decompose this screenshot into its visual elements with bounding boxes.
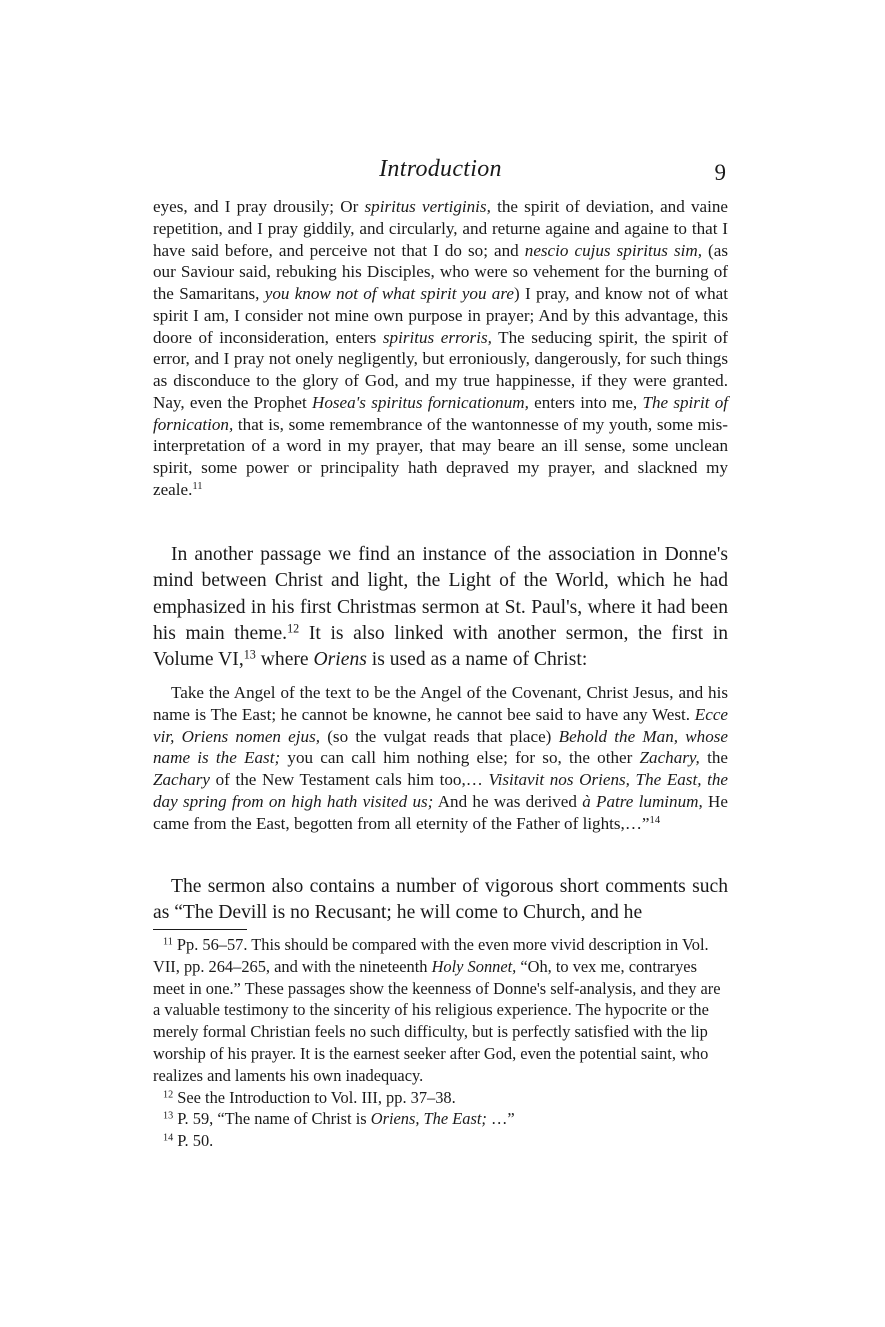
footnotes [153, 934, 728, 1152]
running-title: Introduction [379, 156, 502, 182]
italic-text: spiritus erroris, [382, 327, 492, 347]
italic-text: à Patre luminum, [582, 791, 703, 811]
page-number: 9 [714, 160, 726, 185]
italic-text: Zachary [153, 770, 210, 789]
footnote-reference: 14 [649, 814, 661, 826]
italic-text: Behold the Man, whose name is the East; [153, 726, 728, 768]
italic-text: Holy Sonnet, [431, 956, 517, 976]
footnote-13 [153, 1108, 728, 1130]
text-run: (as our Saviour said, rebuking his Disciples, who were so vehement for the burning of the Samaritans, [153, 240, 728, 303]
text-run: is used as a name of Christ: [366, 649, 588, 671]
text-run: It is also linked with another sermon, the first in Volume VI, [153, 622, 728, 671]
footnote-11 [153, 934, 728, 1087]
italic-text: Visitavit nos Oriens, The East, the day spring from on high hath visited us; [153, 770, 728, 811]
text-run: the spirit of deviation, and vaine repetition, and I pray giddily, and circularly, and returne againe and againe to that I have said before, and perceive not that I do so; and [153, 197, 728, 260]
text-run: enters into me, [528, 392, 643, 412]
italic-text: nescio cujus spiritus sim, [524, 240, 702, 260]
text-run: P. 59, “The name of Christ is [173, 1109, 371, 1129]
footnote-reference: 14 [163, 1132, 174, 1144]
footnote-reference: 11 [163, 936, 173, 948]
block-quote-prayer [153, 196, 728, 501]
body-paragraph-christ-and-light [153, 542, 728, 673]
body-paragraph-sermon-comments [153, 874, 728, 927]
footnote-12 [153, 1087, 728, 1109]
text-run: Take the Angel of the text to be the Angel of the Covenant, Christ Jesus, and his name is The East; he cannot be knowne, he cannot bee said to have any West. [153, 683, 728, 724]
footnote-reference: 13 [163, 1110, 174, 1122]
text-run: you can call him nothing else; for so, the other [280, 748, 640, 768]
block-quote-oriens [153, 682, 728, 834]
text-run: the [699, 748, 728, 768]
text-run: In another passage we find an instance of the association in Donne's mind between Christ and light, the Light of the World, which he had emphasized in his first Christmas sermon at St. Paul's, where it had been his main theme. [153, 544, 728, 644]
text-run: of the New Testament cals him too,… [209, 770, 489, 789]
text-run: And he was derived [433, 791, 583, 811]
footnote-reference: 12 [287, 621, 300, 636]
italic-text: Zachary, [639, 748, 700, 768]
italic-text: Ecce vir, Oriens nomen ejus, [153, 704, 728, 746]
text-run: ) I pray, and know not of what spirit I am, I consider not mine own purpose in prayer; And by this advantage, this doore of inconsideration, enters [153, 284, 728, 347]
text-run: “Oh, to vex me, contraryes meet in one.” These passages show the keenness of Donne's self-analysis, and they are a valuable testimony to the sincerity of his religious experience. The hypocrite or the merely formal Christian feels no such difficulty, but is perfectly satisfied with the lip worship of his prayer. It is the earnest seeker after God, even the potential saint, who realizes and laments his own inadequacy. [153, 956, 721, 1085]
italic-text: Hosea's spiritus fornicationum, [311, 392, 529, 412]
italic-text: The spirit of fornication, [153, 392, 728, 434]
text-run: The sermon also contains a number of vigorous short comments such as “The Devill is no Recusant; he will come to Church, and he [153, 876, 728, 924]
text-run: The seducing spirit, the spirit of error, and I pray not onely negligently, but erroniously, dangerously, for such things as disconduce to the glory of God, and my true happinesse, if they were granted. Nay, even the Prophet [153, 327, 728, 412]
text-run: See the Introduction to Vol. III, pp. 37–38. [173, 1087, 456, 1107]
text-run: P. 50. [173, 1131, 214, 1151]
text-run: that is, some remembrance of the wantonnesse of my youth, some mis-interpretation of a word in my prayer, that may beare an ill sense, some unclean spirit, some power or principality hath depraved my prayer, and slackned my zeale. [153, 414, 728, 499]
italic-text: you know not of what spirit you are [264, 284, 514, 303]
italic-text: spiritus vertiginis, [364, 197, 491, 216]
text-run: He came from the East, begotten from all eternity of the Father of lights,…” [153, 791, 728, 833]
footnote-reference: 11 [192, 480, 203, 492]
text-run: eyes, and I pray drousily; Or [153, 197, 365, 216]
italic-text: Oriens, The East; [370, 1109, 487, 1129]
footnote-reference: 12 [163, 1089, 174, 1100]
footnote-rule [153, 929, 247, 930]
text-run: …” [486, 1109, 515, 1129]
text-run: Pp. 56–57. This should be compared with the even more vivid description in Vol. VII, pp. 264–265, and with the nineteenth [153, 935, 709, 976]
italic-text: Oriens [313, 649, 367, 671]
text-run: where [255, 649, 314, 671]
page-header [153, 156, 728, 190]
text-run: (so the vulgat reads that place) [320, 726, 559, 746]
footnote-reference: 13 [243, 647, 256, 662]
footnote-14 [153, 1130, 728, 1152]
